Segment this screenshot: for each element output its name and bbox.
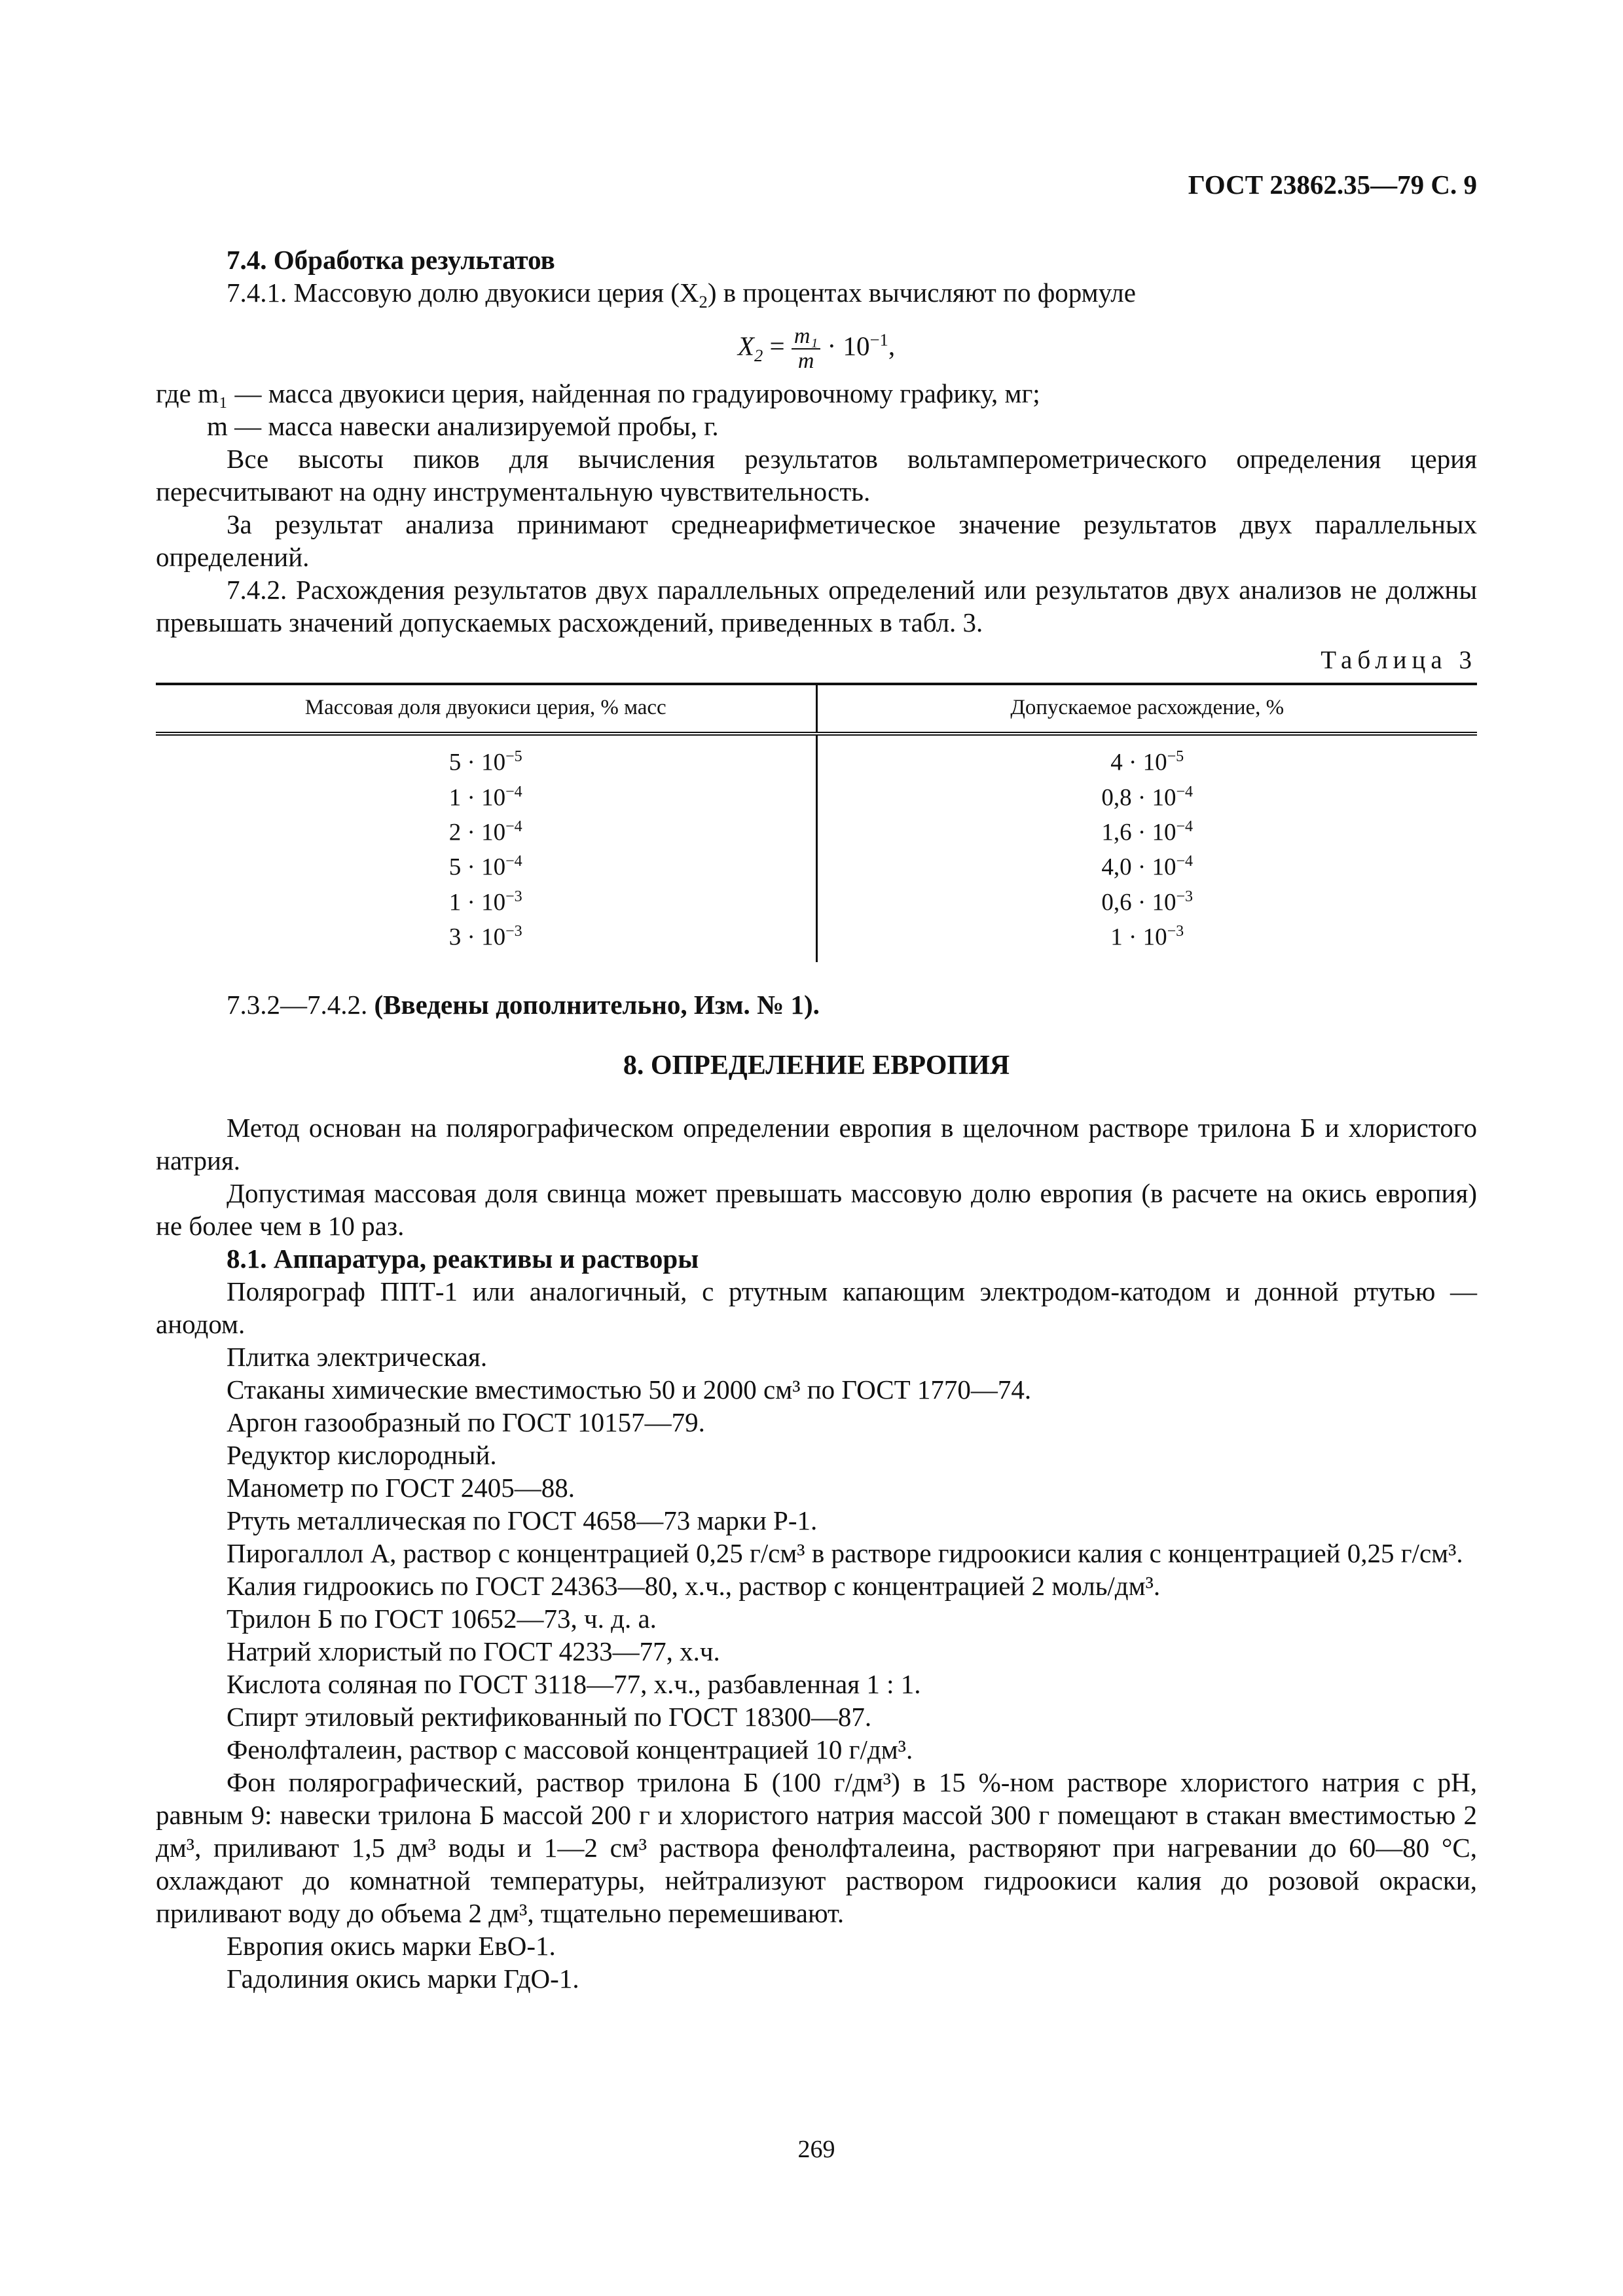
reagent-item: Ртуть металлическая по ГОСТ 4658—73 марки Р-1. [227, 1505, 818, 1536]
cell-mantissa: 0,8 · 10 [1101, 784, 1176, 812]
formula-comma: , [888, 331, 896, 361]
p741-sub: 2 [699, 292, 708, 312]
formula-power-base: · 10 [820, 331, 870, 361]
paragraph-7-4-1 [156, 276, 1477, 318]
reagent-item: Гадолиния окись марки ГдО-1. [227, 1964, 579, 1994]
reagent-item: Редуктор кислородный. [227, 1440, 497, 1471]
table-body-row [156, 734, 1477, 962]
table-col1-values [156, 734, 816, 962]
amendment-bold: (Введены дополнительно, Изм. № 1). [374, 990, 820, 1020]
amendment-note [156, 988, 1477, 1021]
cell-exponent: −4 [1176, 853, 1194, 870]
table-cell-mass-fraction [156, 742, 815, 777]
table-cell-mass-fraction [156, 917, 815, 952]
cell-exponent: −4 [505, 783, 522, 800]
formula-exponent: −1 [869, 330, 888, 350]
table-3 [156, 683, 1477, 962]
cell-mantissa: 3 · 10 [448, 924, 506, 951]
formula-lhs-sub: 2 [754, 346, 763, 366]
paragraph-lead: Допустимая массовая доля свинца может превышать массовую долю европия (в расчете на окись европия) не более чем в 10 раз. [156, 1178, 1477, 1242]
cell-mantissa: 0,6 · 10 [1101, 889, 1176, 916]
paragraph-peak-heights: Все высоты пиков для вычисления результатов вольтамперометрического определения церия пересчитывают на одну инструментальную чувствительность. [156, 444, 1477, 507]
table-cell-tolerance [818, 917, 1477, 952]
page-number: 269 [797, 2136, 835, 2163]
cell-mantissa: 1 · 10 [448, 784, 506, 812]
p741-text: 7.4.1. Массовую долю двуокиси церия (X [227, 278, 699, 308]
table-header-col1: Массовая доля двуокиси церия, % масс [156, 684, 816, 734]
reagent-item: Полярограф ППТ-1 или аналогичный, с ртутным капающим электродом-катодом и донной ртутью — анодом. [156, 1276, 1477, 1340]
cell-mantissa: 2 · 10 [448, 819, 506, 846]
reagent-item: Стаканы химические вместимостью 50 и 2000 см³ по ГОСТ 1770—74. [227, 1374, 1032, 1405]
cell-mantissa: 5 · 10 [448, 853, 506, 881]
table-cell-tolerance [818, 812, 1477, 847]
section-8-1-title: 8.1. Аппаратура, реактивы и растворы [227, 1244, 699, 1274]
where-line-2: m — масса навески анализируемой пробы, г. [207, 411, 719, 442]
cell-exponent: −5 [1167, 748, 1184, 766]
reagent-list [156, 1275, 1477, 1995]
paragraph-7-4-2: 7.4.2. Расхождения результатов двух параллельных определений или результатов двух анализов не должны превышать значений допускаемых расхождений, приведенных в табл. 3. [156, 575, 1477, 638]
formula-eq: = [763, 331, 792, 361]
cell-exponent: −5 [505, 748, 522, 766]
cell-mantissa: 1 · 10 [448, 889, 506, 916]
formula-lhs: X [737, 331, 754, 361]
cell-mantissa: 4 · 10 [1110, 749, 1167, 776]
cell-exponent: −4 [505, 853, 522, 870]
cell-mantissa: 5 · 10 [448, 749, 506, 776]
table-cell-tolerance [818, 778, 1477, 812]
reagent-item: Трилон Б по ГОСТ 10652—73, ч. д. а. [227, 1604, 657, 1634]
where-line-1: где m₁ — масса двуокиси церия, найденная по градуировочному графику, мг; [156, 378, 1040, 409]
cell-mantissa: 1 · 10 [1110, 924, 1167, 951]
cell-exponent: −3 [505, 923, 522, 941]
section-8-title: 8. ОПРЕДЕЛЕНИЕ ЕВРОПИЯ [623, 1050, 1010, 1081]
table-cell-tolerance [818, 742, 1477, 777]
reagent-item: Фон полярографический, раствор трилона Б (100 г/дм³) в 15 %-ном растворе хлористого натрия с рН, равным 9: навески трилона Б массой 200 г и хлористого натрия массой 300 г помещают в стакан вместимостью 2 дм³, приливают 1,5 дм³ воды и 1—2 см³ раствора фенолфталеина, растворяют при нагревании до 60—80 °С, охлаждают до комнатной температуры, нейтрализуют раствором гидроокиси калия до розовой окраски, приливают воду до объема 2 дм³, тщательно перемешивают. [156, 1767, 1477, 1929]
reagent-item: Плитка электрическая. [227, 1342, 488, 1372]
cell-mantissa: 4,0 · 10 [1101, 853, 1176, 881]
cell-exponent: −3 [505, 888, 522, 905]
table-caption: Таблица 3 [1321, 646, 1477, 675]
table-cell-mass-fraction [156, 847, 815, 882]
paragraph-result: За результат анализа принимают среднеарифметическое значение результатов двух параллельных определений. [156, 509, 1477, 573]
cell-exponent: −3 [1167, 923, 1184, 941]
amendment-ref: 7.3.2—7.4.2. [227, 990, 374, 1020]
table-header-col2: Допускаемое расхождение, % [816, 684, 1477, 734]
table-cell-mass-fraction [156, 812, 815, 847]
table-cell-mass-fraction [156, 778, 815, 812]
table-col2-values [816, 734, 1477, 962]
formula-denominator: m [797, 349, 814, 374]
cell-mantissa: 1,6 · 10 [1101, 819, 1176, 846]
reagent-item: Аргон газообразный по ГОСТ 10157—79. [227, 1407, 705, 1438]
reagent-item: Кислота соляная по ГОСТ 3118—77, х.ч., разбавленная 1 : 1. [227, 1669, 921, 1700]
body-text [156, 243, 1477, 1995]
reagent-item: Манометр по ГОСТ 2405—88. [227, 1473, 575, 1503]
reagent-item: Пирогаллол А, раствор с концентрацией 0,25 г/см³ в растворе гидроокиси калия с концентрацией 0,25 г/см³. [227, 1538, 1463, 1569]
reagent-item: Калия гидроокись по ГОСТ 24363—80, х.ч., раствор с концентрацией 2 моль/дм³. [227, 1571, 1161, 1602]
reagent-item: Спирт этиловый ректификованный по ГОСТ 18300—87. [227, 1702, 872, 1732]
cell-exponent: −4 [1176, 783, 1194, 800]
paragraph-method: Метод основан на полярографическом определении европия в щелочном растворе трилона Б и хлористого натрия. [156, 1113, 1477, 1176]
reagent-item: Европия окись марки ЕвО-1. [227, 1931, 556, 1962]
cell-exponent: −3 [1176, 888, 1194, 905]
cell-exponent: −4 [1176, 818, 1194, 836]
table-cell-mass-fraction [156, 882, 815, 917]
reagent-item: Фенолфталеин, раствор с массовой концентрацией 10 г/дм³. [227, 1734, 913, 1765]
cell-exponent: −4 [505, 818, 522, 836]
table-cell-tolerance [818, 847, 1477, 882]
reagent-item: Натрий хлористый по ГОСТ 4233—77, х.ч. [227, 1636, 720, 1667]
table-cell-tolerance [818, 882, 1477, 917]
p741-text-end: ) в процентах вычисляют по формуле [707, 278, 1136, 308]
page-header: ГОСТ 23862.35—79 С. 9 [1188, 170, 1477, 200]
formula [156, 322, 1477, 373]
formula-numerator: m₁ [792, 325, 820, 350]
formula-fraction [792, 325, 820, 373]
table-header-row [156, 684, 1477, 734]
section-7-4-title: 7.4. Обработка результатов [227, 245, 555, 275]
